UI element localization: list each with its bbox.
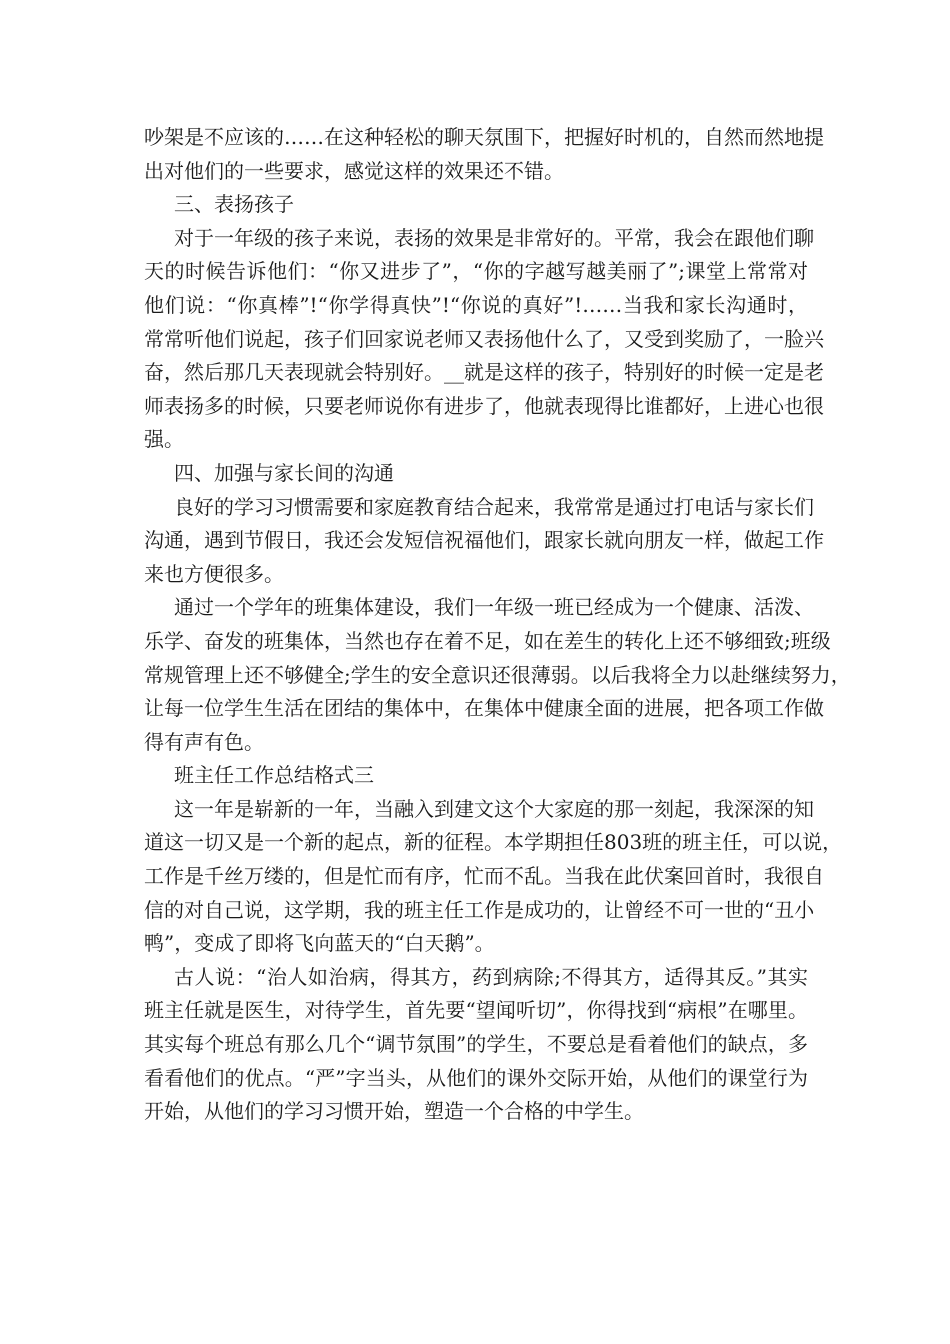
text-line: 让每一位学生生活在团结的集体中，在集体中健康全面的进展，把各项工作做 — [144, 696, 824, 721]
text-line: 这一年是崭新的一年，当融入到建文这个大家庭的那一刻起，我深深的知 — [174, 796, 814, 821]
text-line: 古人说：“治人如治病，得其方，药到病除;不得其方，适得其反。”其实 — [174, 964, 808, 989]
text-line: 其实每个班总有那么几个“调节氛围”的学生，不要总是看着他们的缺点，多 — [144, 1032, 808, 1057]
text-line: 常规管理上还不够健全;学生的安全意识还很薄弱。以后我将全力以赴继续努力， — [144, 662, 851, 687]
text-line: 班主任就是医生，对待学生，首先要“望闻听切”，你得找到“病根”在哪里。 — [144, 998, 808, 1023]
text-line: 天的时候告诉他们：“你又进步了”，“你的字越写越美丽了”;课堂上常常对 — [144, 259, 808, 284]
text-line: 开始，从他们的学习习惯开始，塑造一个合格的中学生。 — [144, 1099, 644, 1124]
paragraph — [144, 591, 851, 759]
text-line: 通过一个学年的班集体建设，我们一年级一班已经成为一个健康、活泼、 — [174, 595, 814, 620]
text-line: 吵架是不应该的……在这种轻松的聊天氛围下，把握好时机的，自然而然地提 — [144, 125, 824, 149]
paragraph — [144, 793, 843, 961]
text-line: 常常听他们说起，孩子们回家说老师又表扬他什么了，又受到奖励了，一脸兴 — [144, 326, 824, 351]
heading-text: 班主任工作总结格式三 — [174, 763, 374, 788]
document-body — [144, 121, 851, 1129]
text-line: 乐学、奋发的班集体，当然也存在着不足，如在差生的转化上还不够细致;班级 — [144, 628, 831, 653]
section-heading — [144, 188, 808, 222]
section-heading — [144, 457, 808, 491]
paragraph — [144, 961, 808, 1129]
text-line: 来也方便很多。 — [144, 561, 284, 586]
section-heading — [144, 759, 808, 793]
text-line: 鸭”，变成了即将飞向蓝天的“白天鹅”。 — [144, 931, 495, 956]
heading-text: 四、加强与家长间的沟通 — [174, 460, 394, 485]
text-line: 奋，然后那几天表现就会特别好。__就是这样的孩子，特别好的时候一定是老 — [144, 360, 824, 385]
text-line: 信的对自己说，这学期，我的班主任工作是成功的，让曾经不可一世的“丑小 — [144, 897, 815, 922]
text-line: 强。 — [144, 427, 184, 452]
paragraph — [144, 121, 824, 188]
paragraph — [144, 491, 824, 592]
text-line: 沟通，遇到节假日，我还会发短信祝福他们，跟家长就向朋友一样，做起工作 — [144, 528, 824, 553]
text-line: 出对他们的一些要求，感觉这样的效果还不错。 — [144, 158, 564, 183]
text-line: 看看他们的优点。“严”字当头，从他们的课外交际开始，从他们的课堂行为 — [144, 1065, 808, 1090]
text-line: 对于一年级的孩子来说，表扬的效果是非常好的。平常，我会在跟他们聊 — [174, 225, 814, 250]
text-line: 工作是千丝万缕的，但是忙而有序，忙而不乱。当我在此伏案回首时，我很自 — [144, 864, 824, 889]
text-line: 得有声有色。 — [144, 729, 264, 754]
text-line: 良好的学习习惯需要和家庭教育结合起来，我常常是通过打电话与家长们 — [174, 494, 814, 519]
text-line: 师表扬多的时候，只要老师说你有进步了，他就表现得比谁都好，上进心也很 — [144, 393, 824, 418]
text-line: 他们说：“你真棒”!“你学得真快”!“你说的真好”!……当我和家长沟通时， — [144, 292, 808, 317]
text-line: 道这一切又是一个新的起点，新的征程。本学期担任803班的班主任，可以说， — [144, 830, 843, 855]
heading-text: 三、表扬孩子 — [174, 192, 294, 217]
paragraph — [144, 222, 824, 457]
